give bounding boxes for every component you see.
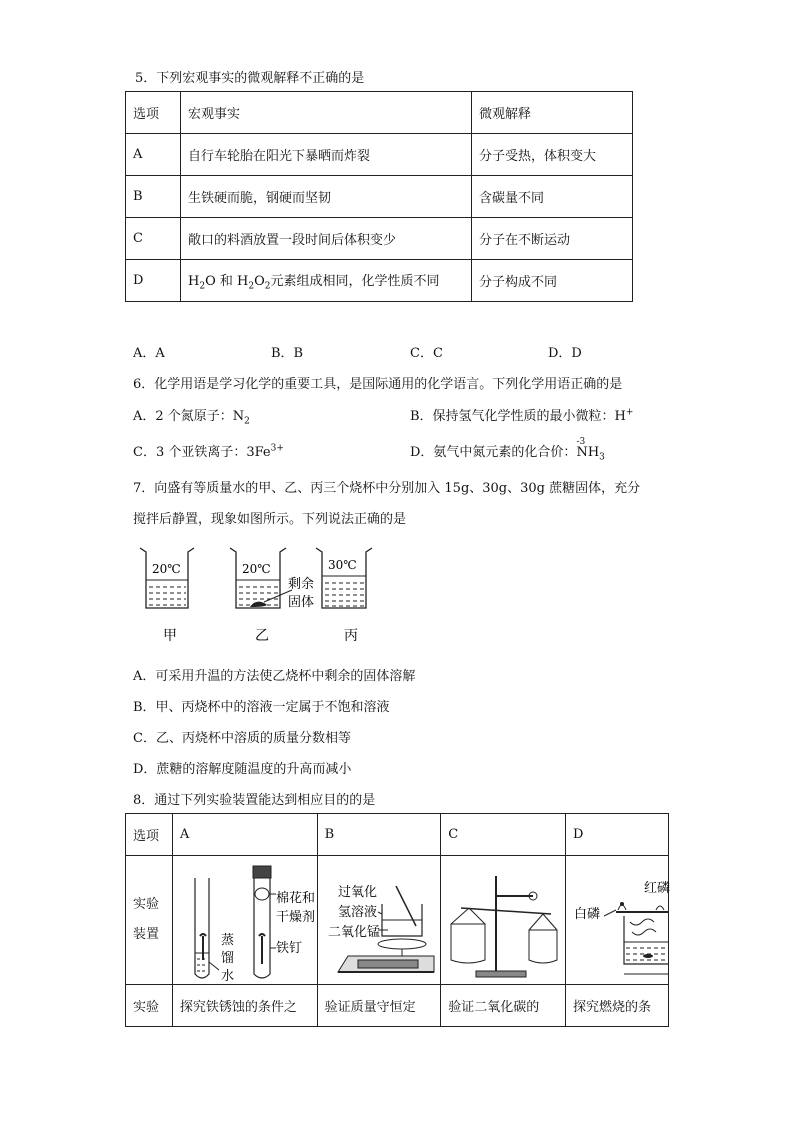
svg-text:铁钉: 铁钉	[275, 941, 302, 956]
q5-table	[125, 91, 633, 302]
q6-option-b[interactable]: B．保持氢气化学性质的最小微粒：H+	[410, 407, 634, 424]
q7-option-b[interactable]: B．甲、丙烧杯中的溶液一定属于不饱和溶液	[133, 700, 390, 715]
svg-text:红磷: 红磷	[644, 881, 671, 896]
svg-text:干燥剂: 干燥剂	[275, 910, 315, 925]
svg-text:剩余: 剩余	[288, 577, 315, 592]
q5-choice-a[interactable]: A．A	[133, 346, 165, 361]
q7-option-d[interactable]: D．蔗糖的溶解度随温度的升高而减小	[133, 762, 352, 777]
beaker-label-yi: 乙	[255, 628, 269, 644]
q7-stem-line1: 7．向盛有等质量水的甲、乙、丙三个烧杯中分别加入 15g、30g、30g 蔗糖固体，充分	[133, 481, 641, 496]
q5-choice-d[interactable]: D．D	[548, 346, 582, 361]
q8-apparatus-a	[172, 856, 317, 985]
q6-option-d[interactable]: D．氨气中氮元素的化合价： -3 $NH_3$	[410, 437, 605, 463]
q8-apparatus-d	[566, 856, 669, 985]
q8-apparatus-c	[441, 856, 566, 985]
q6-stem: 6．化学用语是学习化学的重要工具，是国际通用的化学语言。下列化学用语正确的是	[133, 377, 623, 392]
q8-stem: 8．通过下列实验装置能达到相应目的的是	[133, 793, 376, 808]
q8-purpose-a: 探究铁锈蚀的条件之	[172, 985, 317, 1027]
q8-apparatus-b	[317, 856, 441, 985]
svg-text:20℃: 20℃	[152, 562, 181, 576]
q8-header-d: D	[566, 814, 669, 856]
q5-row-c-fact: 敞口的料酒放置一段时间后体积变少	[181, 218, 472, 260]
svg-text:氢溶液: 氢溶液	[337, 905, 377, 920]
q8-purpose-b: 验证质量守恒定	[317, 985, 441, 1027]
svg-text:蒸: 蒸	[220, 933, 234, 948]
q7-option-a[interactable]: A．可采用升温的方法使乙烧杯中剩余的固体溶解	[133, 669, 416, 684]
q5-choice-c[interactable]: C．C	[410, 346, 443, 361]
q5-row-c-explain: 分子在不断运动	[472, 218, 633, 260]
svg-text:馏: 馏	[220, 951, 234, 966]
q8-header-c: C	[441, 814, 566, 856]
q8-table	[125, 813, 669, 1027]
q8-purpose-d: 探究燃烧的条	[566, 985, 669, 1027]
q8-row-purpose-label: 实验	[126, 985, 173, 1027]
svg-text:白磷: 白磷	[574, 907, 601, 922]
beaker-label-jia: 甲	[163, 628, 177, 644]
q5-row-d-explain: 分子构成不同	[472, 260, 633, 302]
svg-text:二氧化锰: 二氧化锰	[327, 925, 380, 940]
q6-option-a[interactable]: A．2 个氮原子：$N_2$	[133, 409, 250, 427]
q5-row-a-opt: A	[126, 134, 181, 176]
q8-header-option: 选项	[126, 814, 173, 856]
q5-choice-b[interactable]: B．B	[271, 346, 304, 361]
q7-option-c[interactable]: C．乙、丙烧杯中溶质的质量分数相等	[133, 731, 351, 746]
q5-row-b-explain: 含碳量不同	[472, 176, 633, 218]
q5-stem: 5．下列宏观事实的微观解释不正确的是	[135, 71, 365, 86]
q5-header-fact: 宏观事实	[181, 92, 472, 134]
q5-row-a-fact: 自行车轮胎在阳光下暴晒而炸裂	[181, 134, 472, 176]
svg-text:棉花和: 棉花和	[275, 891, 315, 906]
q7-stem-line2: 搅拌后静置，现象如图所示。下列说法正确的是	[133, 512, 407, 527]
q8-header-a: A	[172, 814, 317, 856]
q5-header-explain: 微观解释	[472, 92, 633, 134]
beaker-jia	[140, 548, 194, 608]
svg-text:30℃: 30℃	[328, 558, 357, 572]
q5-header-option: 选项	[126, 92, 181, 134]
svg-text:水: 水	[220, 969, 234, 984]
beaker-label-bing: 丙	[344, 628, 358, 644]
q5-row-b-opt: B	[126, 176, 181, 218]
q5-row-b-fact: 生铁硬而脆，钢硬而坚韧	[181, 176, 472, 218]
q7-beakers-figure	[130, 538, 390, 648]
residue-solid	[250, 602, 267, 607]
svg-text:过氧化: 过氧化	[337, 885, 377, 900]
beaker-bing	[316, 548, 372, 608]
q5-row-c-opt: C	[126, 218, 181, 260]
svg-text:固体: 固体	[288, 595, 315, 610]
beaker-yi	[230, 548, 314, 610]
q5-row-d-fact: $H_2O$ 和 $H_2O_2$元素组成相同，化学性质不同	[181, 260, 472, 302]
q5-row-a-explain: 分子受热，体积变大	[472, 134, 633, 176]
q6-option-c[interactable]: C．3 个亚铁离子：$3Fe^{3+}$	[133, 443, 284, 460]
q8-row-apparatus-label: 实验 装置	[126, 856, 173, 985]
q5-row-d-opt: D	[126, 260, 181, 302]
svg-text:20℃: 20℃	[242, 562, 271, 576]
q8-purpose-c: 验证二氧化碳的	[441, 985, 566, 1027]
q8-header-b: B	[317, 814, 441, 856]
